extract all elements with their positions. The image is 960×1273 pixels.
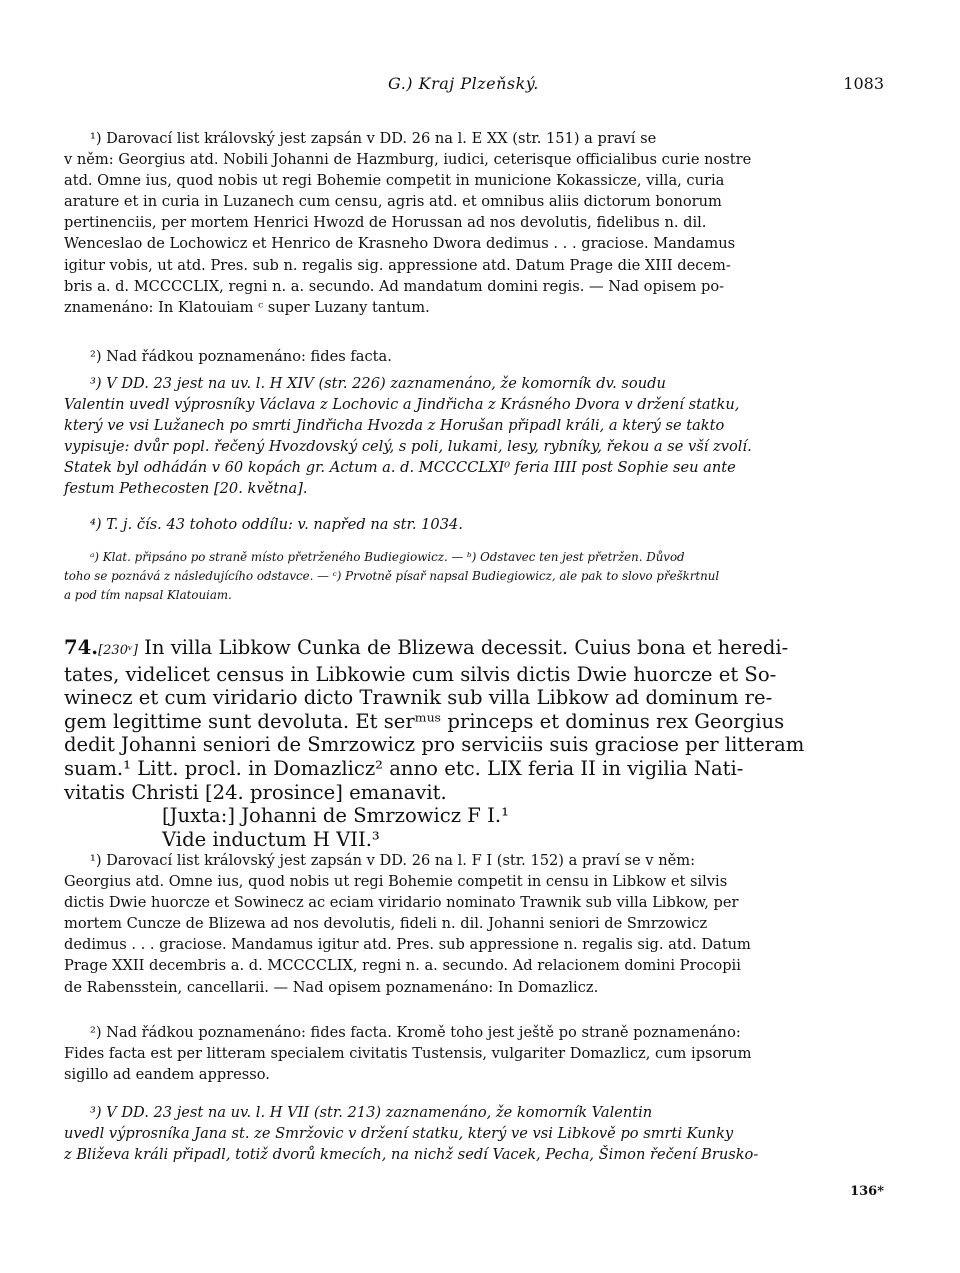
entry-74 xyxy=(64,636,884,851)
running-header xyxy=(64,74,884,98)
footnote-2-top xyxy=(64,346,884,367)
footnote-line: bris a. d. MCCCCLIX, regni n. a. secundo. Ad mandatum domini regis. — Nad opisem po- xyxy=(64,277,725,295)
footnote-line: atd. Omne ius, quod nobis ut regi Bohemie competit in municione Kokassicze, villa, curia xyxy=(64,172,725,190)
entry-line: In villa Libkow Cunka de Blizewa decessit. Cuius bona et heredi- xyxy=(144,636,789,659)
entry-line: tates, videlicet census in Libkowie cum silvis dictis Dwie huorcze et So- xyxy=(64,662,777,686)
footnote-line: Statek byl odhádán v 60 kopách gr. Actum a. d. MCCCCLXI⁰ feria IIII post Sophie seu ante xyxy=(64,459,736,477)
footnote-line: dedimus . . . graciose. Mandamus igitur atd. Pres. sub appressione n. regalis sig. atd. Datum xyxy=(64,936,751,954)
footnote-line: ³) V DD. 23 jest na uv. l. H XIV (str. 226) zaznamenáno, že komorník dv. soudu xyxy=(90,375,666,392)
footnote-line: ⁴) T. j. čís. 43 tohoto oddílu: v. napřed na str. 1034. xyxy=(90,516,463,533)
footnote-2-bottom xyxy=(64,1022,884,1085)
footnote-1-bottom xyxy=(64,850,884,998)
page-number: 1083 xyxy=(843,74,884,93)
footnote-line: Valentin uvedl výprosníky Václava z Lochovic a Jindřicha z Krásného Dvora v držení statku, xyxy=(64,396,740,414)
footnote-line: Prage XXII decembris a. d. MCCCCLIX, regni n. a. secundo. Ad relacionem domini Procopii xyxy=(64,957,741,975)
footnote-line: vypisuje: dvůr popl. řečený Hvozdovský celý, s poli, lukami, lesy, rybníky, řekou a se vší zvolí. xyxy=(64,438,752,456)
footnote-line: který ve vsi Lužanech po smrti Jindřicha Hvozda z Horušan připadl králi, a který se takto xyxy=(64,417,725,435)
entry-line: dedit Johanni seniori de Smrzowicz pro serviciis suis graciose per litteram xyxy=(64,733,805,757)
footnote-3-top xyxy=(64,373,884,500)
footnote-1-top xyxy=(64,128,884,318)
footnote-line: v něm: Georgius atd. Nobili Johanni de Hazmburg, iudici, ceterisque officialibus curie nostre xyxy=(64,151,752,169)
entry-line: winecz et cum viridario dicto Trawnik sub villa Libkow ad dominum re- xyxy=(64,686,773,710)
apparatus-line: toho se poznává z následujícího odstavce. — ᶜ) Prvotně písař napsal Budiegiowicz, ale pak to slovo přeškrtnul xyxy=(64,569,720,583)
entry-number: 74. xyxy=(64,636,99,659)
juxta-line: [Juxta:] Johanni de Smrzowicz F I.¹ xyxy=(162,804,509,828)
entry-line: suam.¹ Litt. procl. in Domazlicz² anno etc. LIX feria II in vigilia Nati- xyxy=(64,756,744,780)
footnote-line: igitur vobis, ut atd. Pres. sub n. regalis sig. appressione atd. Datum Prage die XIII decem- xyxy=(64,256,731,274)
footnote-line: festum Pethecosten [20. května]. xyxy=(64,480,308,498)
footnote-line: Georgius atd. Omne ius, quod nobis ut regi Bohemie competit in censu in Libkow et silvis xyxy=(64,873,728,891)
apparatus-line: ᵃ) Klat. připsáno po straně místo přetrženého Budiegiowicz. — ᵇ) Odstavec ten jest přetržen. Důvod xyxy=(90,550,685,564)
header-title: G.) Kraj Plzeňský. xyxy=(388,74,539,93)
footnote-line: ²) Nad řádkou poznamenáno: fides facta. xyxy=(90,348,392,365)
footnote-line: de Rabensstein, cancellarii. — Nad opisem poznamenáno: In Domazlicz. xyxy=(64,978,599,996)
footnote-line: dictis Dwie huorcze et Sowinecz ac eciam viridario nominato Trawnik sub villa Libkow, per xyxy=(64,894,739,912)
footnote-line: pertinenciis, per mortem Henrici Hwozd de Horussan ad nos devolutis, fidelibus n. dil. xyxy=(64,214,707,232)
footnote-line: Wenceslao de Lochowicz et Henrico de Krasneho Dwora dedimus . . . graciose. Mandamus xyxy=(64,235,736,253)
footnote-4-top xyxy=(64,514,884,535)
footnote-line: ³) V DD. 23 jest na uv. l. H VII (str. 213) zaznamenáno, že komorník Valentin xyxy=(90,1104,653,1121)
footnote-line: Fides facta est per litteram specialem civitatis Tustensis, vulgariter Domazlicz, cum ipsorum xyxy=(64,1045,752,1063)
footnote-line: z Bliževa králi připadl, totiž dvorů kmecích, na nichž sedí Vacek, Pecha, Šimon řečení Brusko- xyxy=(64,1146,759,1164)
footnote-line: arature et in curia in Luzanech cum censu, agris atd. et omnibus aliis dictorum bonorum xyxy=(64,193,722,211)
entry-line: gem legittime sunt devoluta. Et serᵐᵘˢ princeps et dominus rex Georgius xyxy=(64,709,785,733)
vide-line: Vide inductum H VII.³ xyxy=(162,827,380,851)
footnote-line: ¹) Darovací list královský jest zapsán v DD. 26 na l. E XX (str. 151) a praví se xyxy=(90,130,657,147)
footnote-line: mortem Cuncze de Blizewa ad nos devolutis, fideli n. dil. Johanni seniori de Smrzowicz xyxy=(64,915,708,933)
entry-line-first xyxy=(64,636,884,663)
footnote-line: uvedl výprosníka Jana st. ze Smržovic v držení statku, který ve vsi Libkově po smrti Kunky xyxy=(64,1125,734,1143)
footnote-line: ¹) Darovací list královský jest zapsán v DD. 26 na l. F I (str. 152) a praví se v něm: xyxy=(90,852,695,869)
signature-mark: 136* xyxy=(850,1184,884,1199)
folio-marker: [230ᵛ] xyxy=(98,643,138,658)
entry-line: vitatis Christi [24. prosince] emanavit. xyxy=(64,780,447,804)
apparatus-line: a pod tím napsal Klatouiam. xyxy=(64,588,232,602)
footnote-line: znamenáno: In Klatouiam ᶜ super Luzany tantum. xyxy=(64,298,430,316)
footnote-line: ²) Nad řádkou poznamenáno: fides facta. Kromě toho jest ještě po straně poznamenáno: xyxy=(90,1024,741,1041)
footnote-line: sigillo ad eandem appresso. xyxy=(64,1066,270,1084)
footnote-3-bottom xyxy=(64,1102,884,1165)
critical-apparatus xyxy=(64,548,884,605)
